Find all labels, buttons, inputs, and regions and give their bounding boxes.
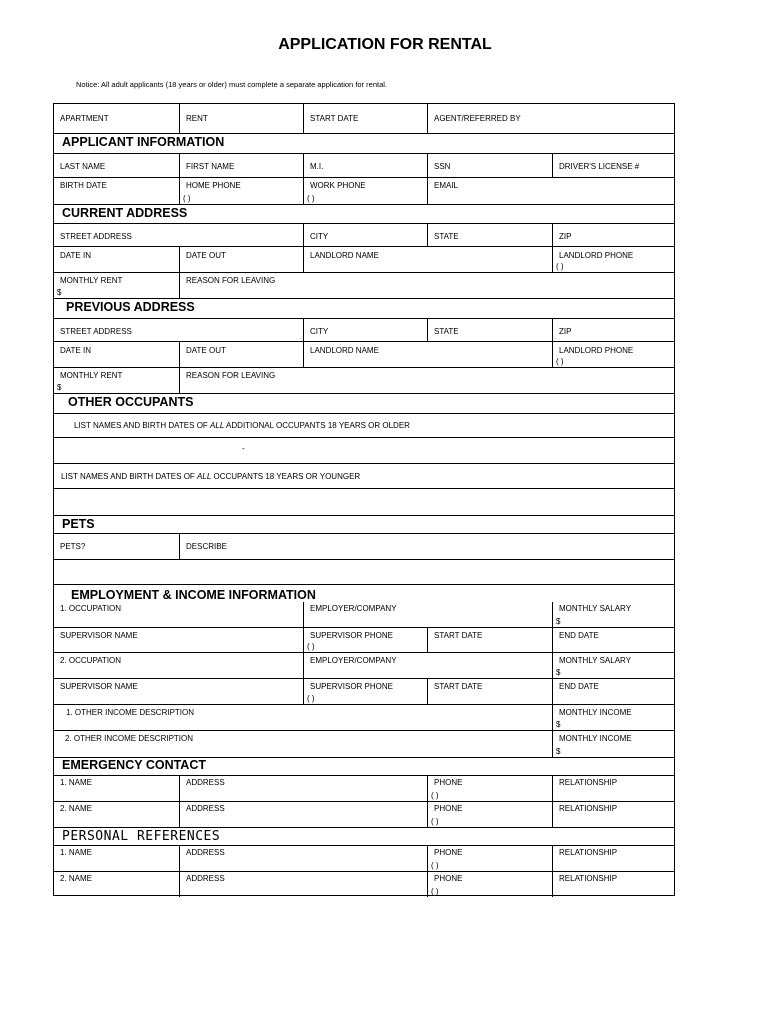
name-label: 2. NAME <box>60 804 93 813</box>
pets-describe-field[interactable] <box>179 534 674 559</box>
monthly-rent-label: MONTHLY RENT <box>60 371 123 380</box>
reason-for-leaving-label: REASON FOR LEAVING <box>186 276 276 285</box>
phone-label: PHONE <box>434 848 463 857</box>
first-name-field[interactable] <box>179 154 303 177</box>
supervisor-name-label: SUPERVISOR NAME <box>60 631 138 640</box>
employer-label: EMPLOYER/COMPANY <box>310 656 397 665</box>
drivers-license-field[interactable] <box>552 154 674 177</box>
name-label: 2. NAME <box>60 874 93 883</box>
minor-occupants-entry[interactable] <box>54 489 674 516</box>
end-date-label: END DATE <box>559 631 599 640</box>
occupation-1-row <box>54 602 674 628</box>
name-label: 1. NAME <box>60 848 93 857</box>
other-income-2-field[interactable] <box>54 731 552 757</box>
zip-label: ZIP <box>559 232 572 241</box>
current-address-row-1 <box>54 224 674 247</box>
city-label: CITY <box>310 327 329 336</box>
emergency-name-1-field[interactable] <box>54 776 179 801</box>
zip-label: ZIP <box>559 327 572 336</box>
last-name-field[interactable] <box>54 154 179 177</box>
minor-occupants-instruction: LIST NAMES AND BIRTH DATES OF ALL OCCUPANTS 18 YEARS OR YOUNGER <box>61 472 361 481</box>
agent-referred-label: AGENT/REFERRED BY <box>434 114 521 123</box>
address-label: ADDRESS <box>186 848 225 857</box>
emergency-relationship-2-field[interactable] <box>552 802 674 827</box>
address-label: ADDRESS <box>186 874 225 883</box>
apartment-label: APARTMENT <box>60 114 109 123</box>
home-phone-label: HOME PHONE <box>186 181 241 190</box>
supervisor-name-2-field[interactable] <box>54 679 303 704</box>
zip-field[interactable] <box>552 224 674 246</box>
pets-field[interactable] <box>54 534 179 559</box>
landlord-name-field[interactable] <box>303 247 552 272</box>
references-header <box>54 828 674 846</box>
landlord-name-label: LANDLORD NAME <box>310 251 379 260</box>
prev-landlord-name-field[interactable] <box>303 342 552 367</box>
date-in-label: DATE IN <box>60 251 91 260</box>
landlord-phone-field[interactable] <box>552 247 674 272</box>
emergency-address-2-field[interactable] <box>179 802 427 827</box>
prev-city-field[interactable] <box>303 319 427 341</box>
form-title: APPLICATION FOR RENTAL <box>278 36 492 53</box>
employer-1-field[interactable] <box>303 602 552 627</box>
relationship-label: RELATIONSHIP <box>559 778 618 787</box>
first-name-label: FIRST NAME <box>186 162 235 171</box>
start-date-label: START DATE <box>310 114 359 123</box>
top-row <box>54 104 674 134</box>
emergency-header <box>54 758 674 776</box>
address-label: ADDRESS <box>186 778 225 787</box>
birth-date-field[interactable] <box>54 178 179 204</box>
state-label: STATE <box>434 232 459 241</box>
reference-row-1 <box>54 846 674 872</box>
dollar-sign: $ <box>57 383 62 392</box>
employer-label: EMPLOYER/COMPANY <box>310 604 397 613</box>
supervisor-2-row <box>54 679 674 705</box>
reference-relationship-1-field[interactable] <box>552 846 674 871</box>
street-address-label: STREET ADDRESS <box>60 327 132 336</box>
email-field[interactable] <box>427 178 674 204</box>
other-income-2-row <box>54 731 674 758</box>
applicant-heading: APPLICANT INFORMATION <box>62 135 225 149</box>
monthly-salary-label: MONTHLY SALARY <box>559 656 632 665</box>
phone-label: PHONE <box>434 804 463 813</box>
monthly-income-2-field[interactable] <box>552 731 674 757</box>
employer-2-field[interactable] <box>303 653 552 678</box>
rental-application-form <box>53 103 675 896</box>
monthly-salary-2-field[interactable] <box>552 653 674 678</box>
pets-row <box>54 534 674 560</box>
adult-occupants-entry[interactable] <box>54 438 674 464</box>
occupation-1-field[interactable] <box>54 602 303 627</box>
monthly-income-label: MONTHLY INCOME <box>559 708 632 717</box>
reason-for-leaving-label: REASON FOR LEAVING <box>186 371 276 380</box>
monthly-income-label: MONTHLY INCOME <box>559 734 632 743</box>
date-in-field[interactable] <box>54 247 179 272</box>
other-income-label: 2. OTHER INCOME DESCRIPTION <box>65 734 194 743</box>
applicant-section-header <box>54 134 674 154</box>
phone-area-code: ( ) <box>431 791 439 800</box>
start-date-label: START DATE <box>434 682 483 691</box>
reference-address-2-field[interactable] <box>179 872 427 897</box>
agent-referred-field[interactable] <box>427 104 674 133</box>
pets-header <box>54 516 674 534</box>
dollar-sign: $ <box>556 617 561 626</box>
phone-area-code: ( ) <box>431 817 439 826</box>
dollar-sign: $ <box>57 288 62 297</box>
landlord-phone-label: LANDLORD PHONE <box>559 346 634 355</box>
reference-name-2-field[interactable] <box>54 872 179 897</box>
supervisor-phone-2-field[interactable] <box>303 679 427 704</box>
city-field[interactable] <box>303 224 427 246</box>
end-date-label: END DATE <box>559 682 599 691</box>
emergency-relationship-1-field[interactable] <box>552 776 674 801</box>
occupation-label: 2. OCCUPATION <box>60 656 122 665</box>
street-address-label: STREET ADDRESS <box>60 232 132 241</box>
occupants-heading: OTHER OCCUPANTS <box>68 395 194 409</box>
dash-mark: - <box>242 444 245 453</box>
reference-relationship-2-field[interactable] <box>552 872 674 897</box>
state-label: STATE <box>434 327 459 336</box>
rent-field[interactable] <box>179 104 303 133</box>
phone-area-code: ( ) <box>307 194 315 203</box>
date-out-label: DATE OUT <box>186 251 226 260</box>
prev-landlord-phone-field[interactable] <box>552 342 674 367</box>
date-out-label: DATE OUT <box>186 346 226 355</box>
minor-occupants-row[interactable] <box>54 464 674 489</box>
monthly-rent-field[interactable] <box>54 273 179 298</box>
phone-label: PHONE <box>434 778 463 787</box>
phone-label: PHONE <box>434 874 463 883</box>
ssn-label: SSN <box>434 162 451 171</box>
work-phone-label: WORK PHONE <box>310 181 366 190</box>
prev-zip-field[interactable] <box>552 319 674 341</box>
emergency-name-2-field[interactable] <box>54 802 179 827</box>
address-label: ADDRESS <box>186 804 225 813</box>
start-date-2-field[interactable] <box>427 679 552 704</box>
supervisor-phone-label: SUPERVISOR PHONE <box>310 631 393 640</box>
state-field[interactable] <box>427 224 552 246</box>
phone-area-code: ( ) <box>183 194 191 203</box>
ssn-field[interactable] <box>427 154 552 177</box>
street-address-field[interactable] <box>54 224 303 246</box>
birth-date-label: BIRTH DATE <box>60 181 107 190</box>
reference-phone-2-field[interactable] <box>427 872 552 897</box>
email-label: EMAIL <box>434 181 459 190</box>
current-address-row-3 <box>54 273 674 299</box>
relationship-label: RELATIONSHIP <box>559 874 618 883</box>
start-date-field[interactable] <box>303 104 427 133</box>
phone-area-code: ( ) <box>556 357 564 366</box>
adult-occupants-row[interactable] <box>54 414 674 438</box>
supervisor-phone-label: SUPERVISOR PHONE <box>310 682 393 691</box>
phone-area-code: ( ) <box>431 887 439 896</box>
previous-address-row-3 <box>54 368 674 394</box>
occupation-2-field[interactable] <box>54 653 303 678</box>
relationship-label: RELATIONSHIP <box>559 804 618 813</box>
pets-describe-entry[interactable] <box>54 560 674 585</box>
date-out-field[interactable] <box>179 247 303 272</box>
supervisor-name-1-field[interactable] <box>54 628 303 652</box>
date-in-label: DATE IN <box>60 346 91 355</box>
emergency-phone-2-field[interactable] <box>427 802 552 827</box>
end-date-1-field[interactable] <box>552 628 674 652</box>
applicant-row-2 <box>54 178 674 205</box>
prev-reason-for-leaving-field[interactable] <box>179 368 674 393</box>
occupation-2-row <box>54 653 674 679</box>
emergency-row-1 <box>54 776 674 802</box>
occupation-label: 1. OCCUPATION <box>60 604 122 613</box>
other-income-label: 1. OTHER INCOME DESCRIPTION <box>66 708 195 717</box>
phone-area-code: ( ) <box>431 861 439 870</box>
current-address-heading: CURRENT ADDRESS <box>62 206 188 220</box>
previous-address-heading: PREVIOUS ADDRESS <box>66 300 195 314</box>
home-phone-field[interactable] <box>179 178 303 204</box>
monthly-salary-label: MONTHLY SALARY <box>559 604 632 613</box>
phone-area-code: ( ) <box>307 642 315 651</box>
prev-date-out-field[interactable] <box>179 342 303 367</box>
previous-address-row-2 <box>54 342 674 368</box>
reference-phone-1-field[interactable] <box>427 846 552 871</box>
monthly-salary-1-field[interactable] <box>552 602 674 627</box>
describe-label: DESCRIBE <box>186 542 227 551</box>
landlord-name-label: LANDLORD NAME <box>310 346 379 355</box>
emergency-heading: EMERGENCY CONTACT <box>62 758 206 772</box>
reference-name-1-field[interactable] <box>54 846 179 871</box>
dollar-sign: $ <box>556 720 561 729</box>
other-income-1-row <box>54 705 674 731</box>
reference-row-2 <box>54 872 674 897</box>
references-heading: PERSONAL REFERENCES <box>62 829 221 844</box>
mi-label: M.I. <box>310 162 324 171</box>
reason-for-leaving-field[interactable] <box>179 273 674 298</box>
employment-heading: EMPLOYMENT & INCOME INFORMATION <box>71 588 316 602</box>
rent-label: RENT <box>186 114 208 123</box>
name-label: 1. NAME <box>60 778 93 787</box>
landlord-phone-label: LANDLORD PHONE <box>559 251 634 260</box>
current-address-row-2 <box>54 247 674 273</box>
work-phone-field[interactable] <box>303 178 427 204</box>
mi-field[interactable] <box>303 154 427 177</box>
phone-area-code: ( ) <box>556 262 564 271</box>
last-name-label: LAST NAME <box>60 162 106 171</box>
supervisor-1-row <box>54 628 674 653</box>
start-date-label: START DATE <box>434 631 483 640</box>
monthly-rent-label: MONTHLY RENT <box>60 276 123 285</box>
supervisor-phone-1-field[interactable] <box>303 628 427 652</box>
notice-text: Notice: All adult applicants (18 years or older) must complete a separate application for rental. <box>76 80 387 89</box>
reference-address-1-field[interactable] <box>179 846 427 871</box>
end-date-2-field[interactable] <box>552 679 674 704</box>
prev-street-address-field[interactable] <box>54 319 303 341</box>
prev-monthly-rent-field[interactable] <box>54 368 179 393</box>
city-label: CITY <box>310 232 329 241</box>
employment-header <box>54 585 674 602</box>
monthly-income-1-field[interactable] <box>552 705 674 730</box>
adult-occupants-instruction: LIST NAMES AND BIRTH DATES OF ALL ADDITIONAL OCCUPANTS 18 YEARS OR OLDER <box>74 421 410 430</box>
phone-area-code: ( ) <box>307 694 315 703</box>
prev-date-in-field[interactable] <box>54 342 179 367</box>
drivers-license-label: DRIVER'S LICENSE # <box>559 162 640 171</box>
apartment-field[interactable] <box>54 104 179 133</box>
prev-state-field[interactable] <box>427 319 552 341</box>
start-date-1-field[interactable] <box>427 628 552 652</box>
pets-heading: PETS <box>62 517 95 531</box>
relationship-label: RELATIONSHIP <box>559 848 618 857</box>
other-income-1-field[interactable] <box>54 705 552 730</box>
supervisor-name-label: SUPERVISOR NAME <box>60 682 138 691</box>
emergency-row-2 <box>54 802 674 828</box>
current-address-header <box>54 205 674 224</box>
pets-label: PETS? <box>60 542 86 551</box>
dollar-sign: $ <box>556 747 561 756</box>
previous-address-row-1 <box>54 319 674 342</box>
applicant-row-1 <box>54 154 674 178</box>
previous-address-header <box>54 299 674 319</box>
dollar-sign: $ <box>556 668 561 677</box>
emergency-phone-1-field[interactable] <box>427 776 552 801</box>
emergency-address-1-field[interactable] <box>179 776 427 801</box>
occupants-header <box>54 394 674 414</box>
